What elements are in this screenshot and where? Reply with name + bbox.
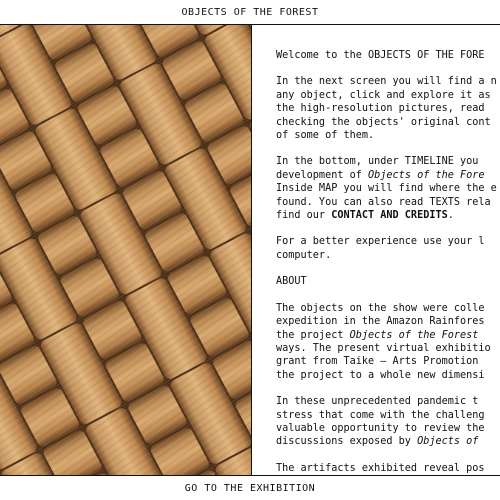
about-line: expedition in the Amazon Rainfores [276, 316, 485, 328]
about-heading-text: ABOUT [276, 276, 307, 288]
navigation-line: In the bottom, under TIMELINE you [276, 156, 479, 168]
project-title-italic: Objects of [417, 436, 479, 448]
navigation-line: Inside MAP you will find where the e [276, 183, 497, 195]
about-heading [276, 275, 500, 288]
experience-line: For a better experience use your l [276, 236, 485, 248]
experience-line: computer. [276, 249, 332, 261]
pandemic-line: In these unprecedented pandemic t [276, 396, 479, 408]
welcome-line: Welcome to the OBJECTS OF THE FORE [276, 50, 485, 61]
navigation-line [276, 209, 500, 222]
experience-paragraph [276, 235, 500, 262]
site-title [0, 0, 500, 25]
site-title-text: OBJECTS OF THE FOREST [181, 7, 319, 18]
artifacts-line: The artifacts exhibited reveal pos [276, 462, 485, 474]
about-text: the project [276, 329, 350, 341]
artifacts-paragraph [276, 462, 500, 475]
navigation-text: development of [276, 169, 369, 181]
project-title-italic: Objects of the Fore [368, 169, 485, 181]
about-line: the project to a whole new dimensi [276, 369, 485, 381]
contact-and-credits-link[interactable]: CONTACT AND CREDITS [331, 210, 448, 222]
about-paragraph [276, 302, 500, 382]
instructions-paragraph [276, 75, 500, 142]
pandemic-paragraph [276, 395, 500, 449]
pandemic-line: stress that come with the challeng [276, 409, 485, 421]
welcome-paragraph [276, 49, 500, 62]
woven-fiber-texture [0, 25, 251, 475]
about-line: ways. The present virtual exhibitio [276, 342, 491, 354]
instructions-line: of some of them. [276, 130, 375, 142]
navigation-line: found. You can also read TEXTS rela [276, 196, 491, 208]
about-line [276, 329, 500, 342]
pandemic-text: discussions exposed by [276, 436, 418, 448]
instructions-line: In the next screen you will find a n [276, 76, 497, 88]
about-line: The objects on the show were colle [276, 302, 485, 314]
project-title-italic: Objects of the Forest [349, 329, 479, 341]
go-to-exhibition-label: GO TO THE EXHIBITION [184, 482, 316, 494]
instructions-line: checking the objects' original cont [276, 116, 491, 128]
navigation-text: . [447, 210, 454, 222]
pandemic-line: valuable opportunity to review the [276, 422, 485, 434]
woven-fiber-image [0, 25, 251, 475]
instructions-line: the high-resolution pictures, read [276, 103, 485, 115]
pandemic-line [276, 435, 500, 448]
intro-text-panel[interactable] [252, 25, 500, 475]
navigation-line [276, 169, 500, 182]
navigation-paragraph [276, 155, 500, 222]
about-line: grant from Taike – Arts Promotion [276, 356, 479, 368]
go-to-exhibition-button[interactable] [0, 476, 500, 500]
instructions-line: any object, click and explore it as [276, 89, 491, 101]
navigation-text: find our [276, 210, 332, 222]
